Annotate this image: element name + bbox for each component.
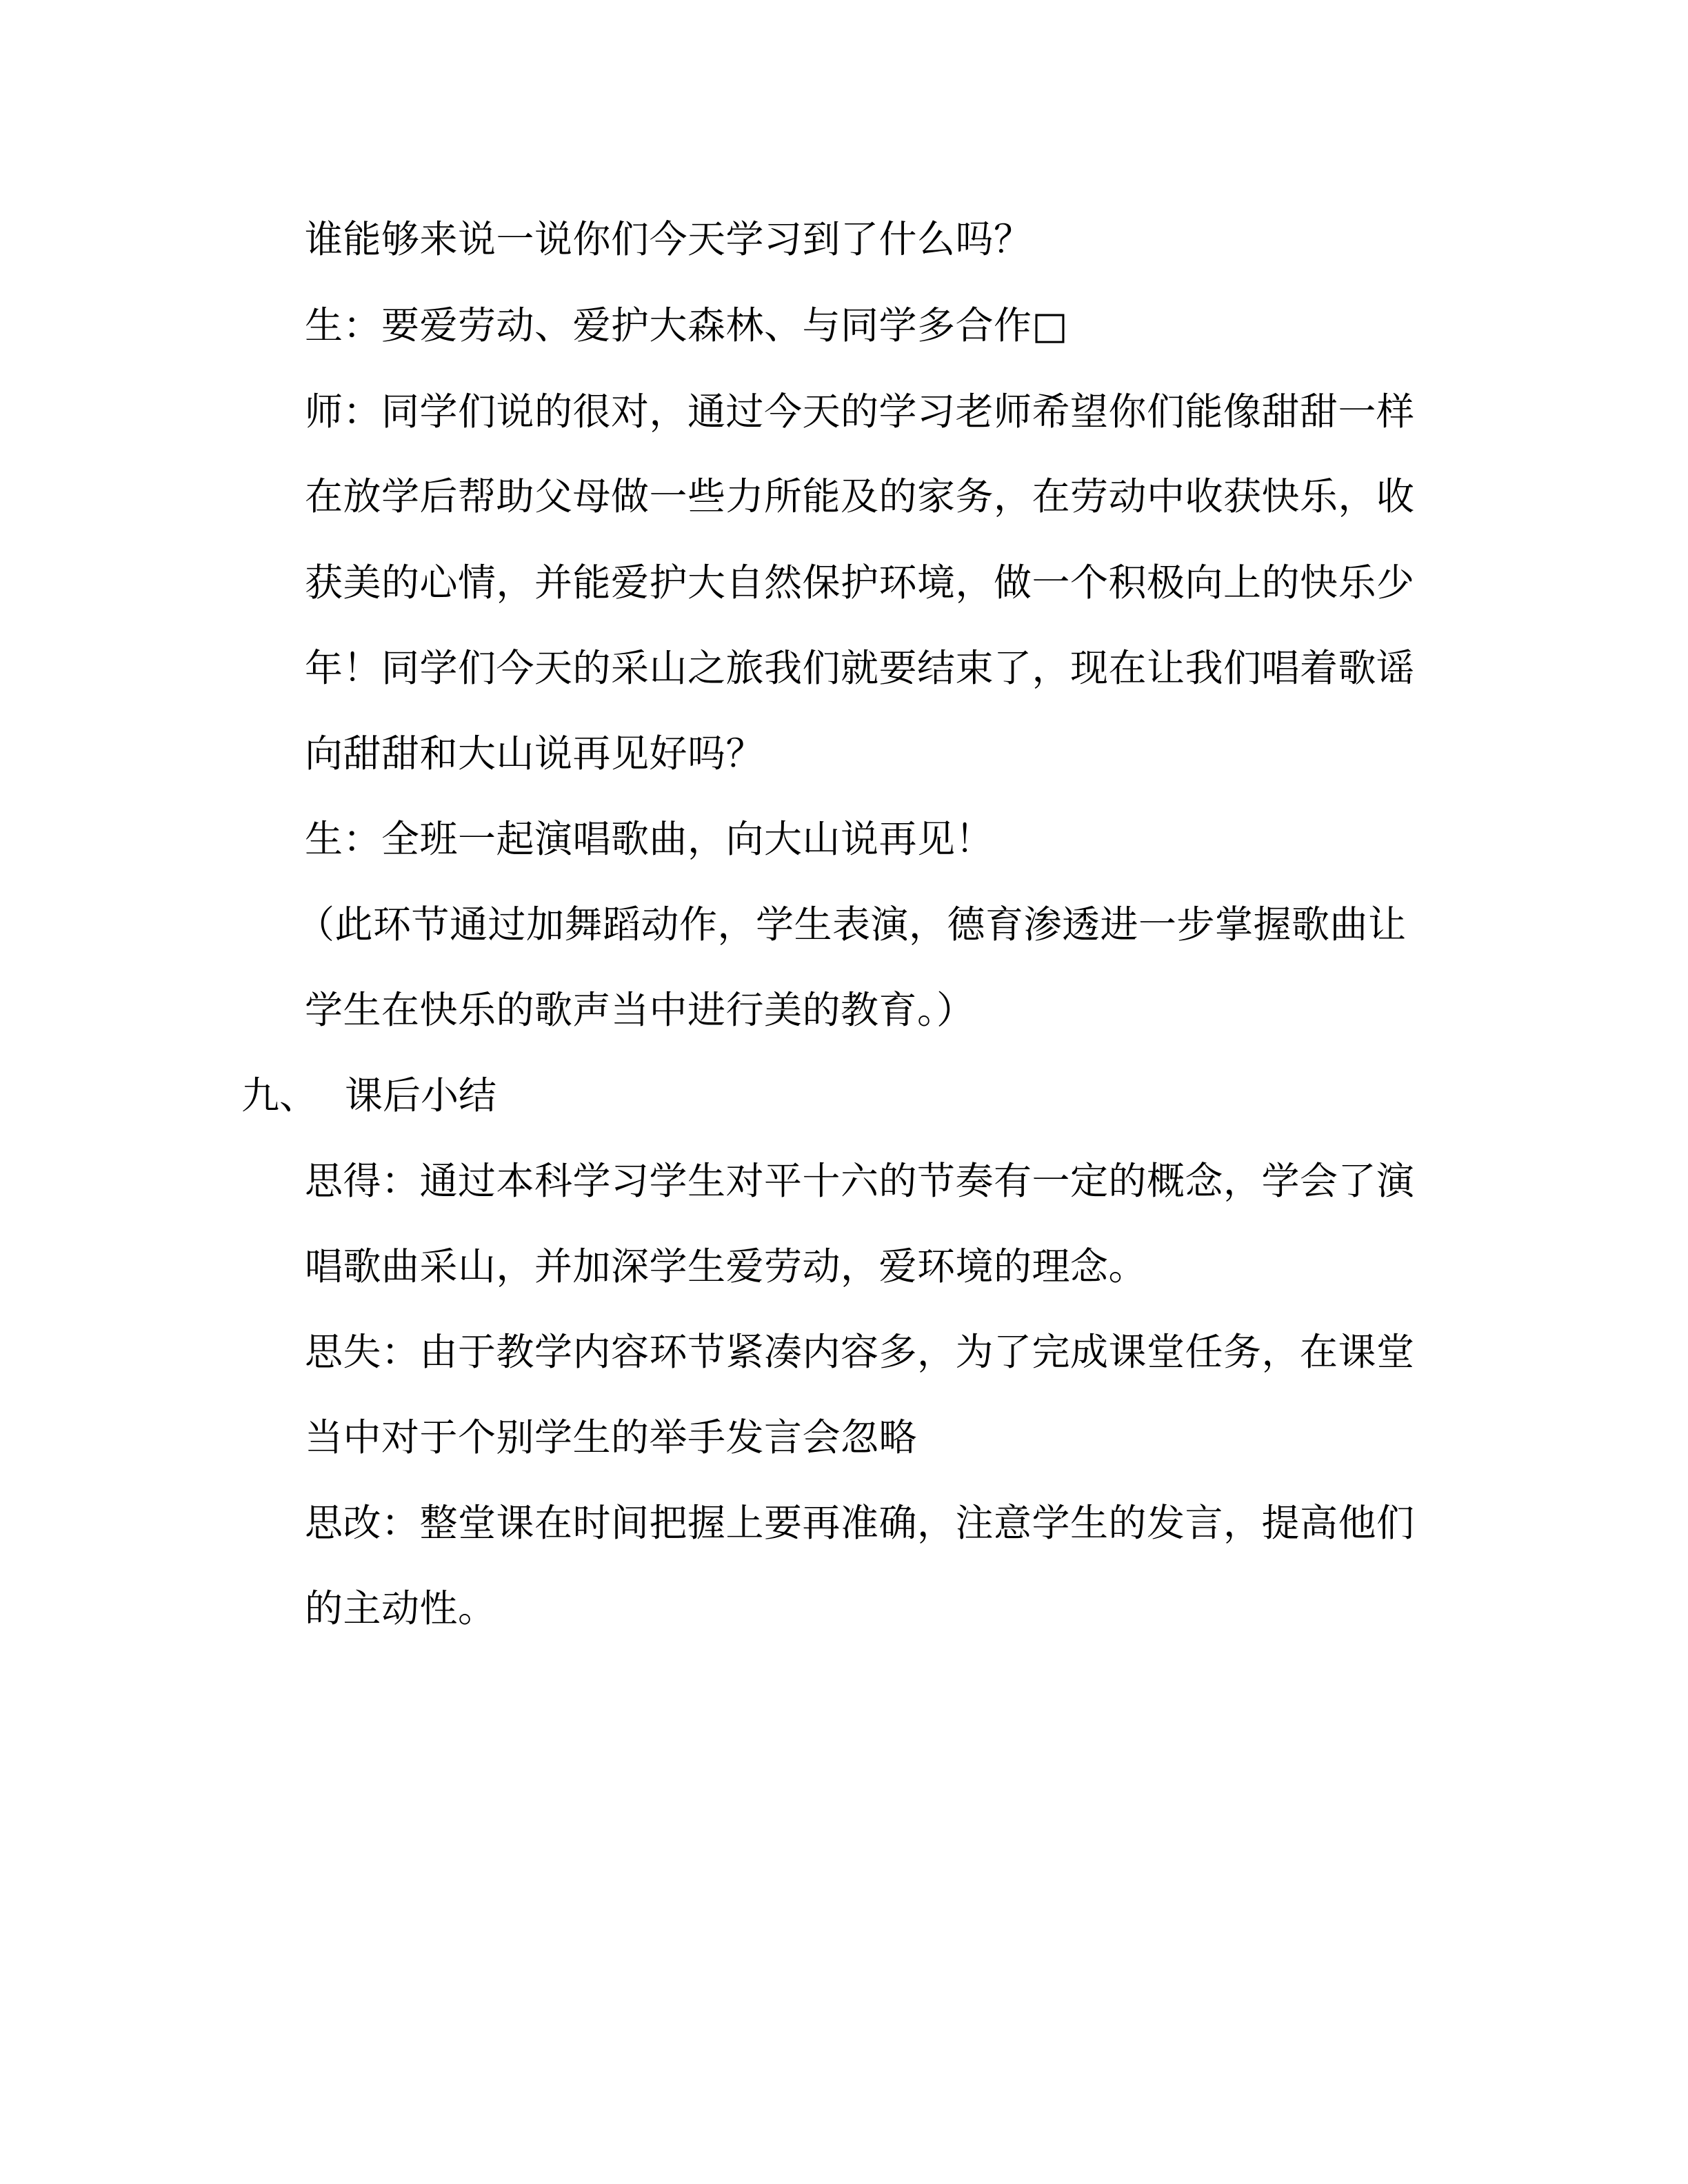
text-line: 当中对于个别学生的举手发言会忽略 xyxy=(305,1415,918,1459)
section-heading xyxy=(241,1071,496,1120)
text-line: 思得：通过本科学习学生对平十六的节奏有一定的概念，学会了演 xyxy=(305,1159,1415,1203)
section-number: 九、 xyxy=(241,1073,318,1118)
text-line: 获美的心情，并能爱护大自然保护环境，做一个积极向上的快乐少 xyxy=(305,560,1415,605)
text-line: 思改：整堂课在时间把握上要再准确，注意学生的发言，提高他们 xyxy=(305,1501,1415,1545)
text-line: 思失：由于教学内容环节紧凑内容多，为了完成课堂任务，在课堂 xyxy=(305,1330,1415,1374)
text-line: 年！同学们今天的采山之旅我们就要结束了，现在让我们唱着歌谣 xyxy=(305,646,1415,690)
section-title: 课后小结 xyxy=(345,1073,497,1118)
text-line: 在放学后帮助父母做一些力所能及的家务，在劳动中收获快乐，收 xyxy=(305,474,1415,518)
text-line: 师：同学们说的很对，通过今天的学习老师希望你们能像甜甜一样 xyxy=(305,390,1415,434)
text-line: （此环节通过加舞蹈动作，学生表演，德育渗透进一步掌握歌曲让 xyxy=(297,902,1407,947)
text-line: 学生在快乐的歌声当中进行美的教育。） xyxy=(305,988,975,1032)
text-line: 的主动性。 xyxy=(305,1586,496,1630)
text-line: 生：要爱劳动、爱护大森林、与同学多合作□ xyxy=(305,303,1068,347)
text-line: 唱歌曲采山，并加深学生爱劳动，爱环境的理念。 xyxy=(305,1244,1147,1288)
text-line: 向甜甜和大山说再见好吗？ xyxy=(305,731,765,776)
text-line: 生：全班一起演唱歌曲，向大山说再见！ xyxy=(305,817,994,861)
text-line: 谁能够来说一说你们今天学习到了什么吗？ xyxy=(305,217,1032,261)
